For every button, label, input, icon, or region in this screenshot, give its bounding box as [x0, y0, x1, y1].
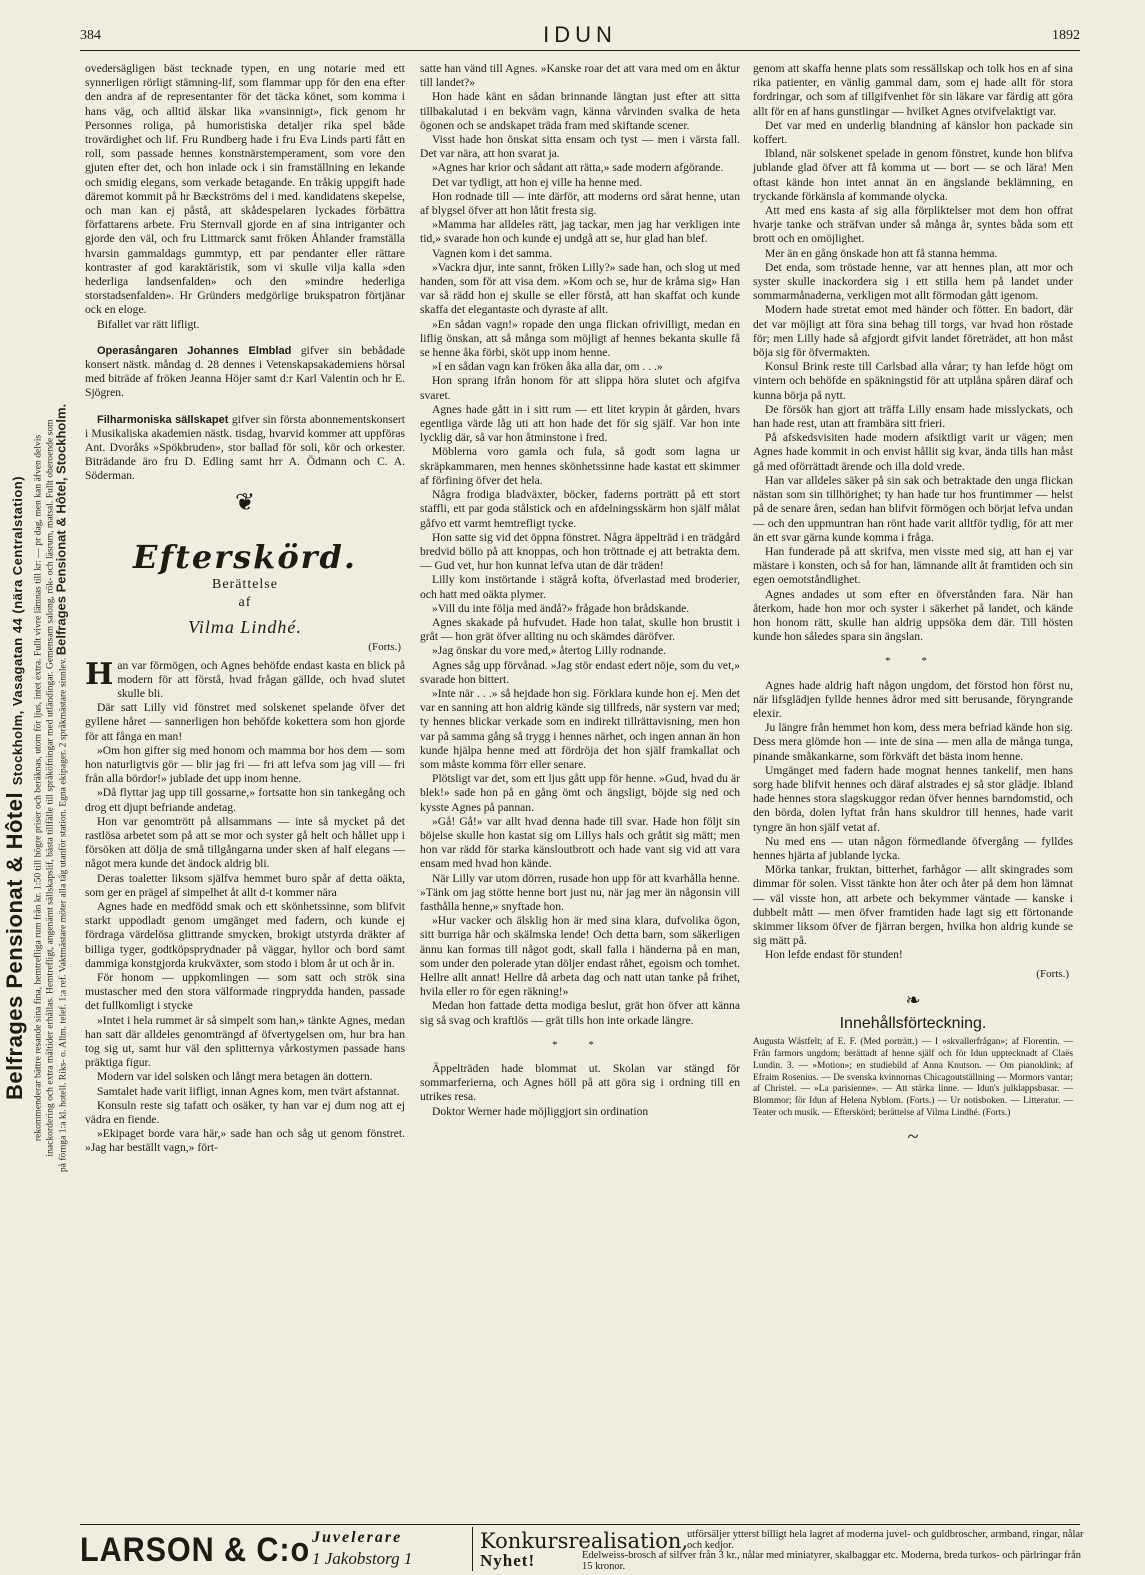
page-year: 1892 — [1052, 28, 1080, 43]
header-rule — [80, 50, 1080, 51]
story-paragraph: »Intet i hela rummet är så simpelt som han,» tänkte Agnes, medan han satt där alldeles genomträngd af öfvertygelsen om, hur bra han tog sig ut, samt hur väl den splitternya vårkostymen passade hans präktiga figur. — [85, 1013, 405, 1070]
col3-paragraph: Agnes hade aldrig haft någon ungdom, det förstod hon först nu, när lifsglädjen fyllde hennes ådror med sitt berusande, föryngrande elexir. — [753, 678, 1073, 720]
col2-paragraph: Vagnen kom i det samma. — [432, 246, 553, 260]
sidebar-line-1: rekommenderar bättre resande sina fina, hemtrefliga rum från kr. 1:50 till högre priser och beräknas, utom för ljus, intet extra. Fullt vivre lämnas till kr: — pr dag, men kan äfven delvis — [32, 434, 44, 1141]
bow-ornament-icon: ❧ — [905, 989, 921, 1010]
col1-paragraph: Bifallet var rätt lifligt. — [97, 317, 200, 331]
col2-paragraph: Lilly kom instörtande i stägrå kofta, öfverlastad med broderier, och hatt med oäkta plymer. — [420, 573, 740, 601]
footer-nyhet-detail: Edelweiss-brosch af silfver från 3 kr., nålar med miniatyrer, skalbaggar etc. Moderna, breda turkos- och pärlringar från 15 kronor. — [582, 1550, 1082, 1572]
story-af: af — [238, 595, 252, 611]
col2-paragraph: »Agnes har krior och sådant att rätta,» sade modern afgörande. — [432, 161, 724, 175]
col2-paragraph: Hon hade känt en sådan brinnande längtan just efter att sitta tillbakalutad i en bekväm vagn, känna vårvinden svalka de heta ögonen och se andskapet träda fram med skiftande scener. — [420, 90, 740, 132]
sidebar-line-2: inackordering och extra måltider erhållas. Hemtrefligt, angenämt sällskapslif, bästa tillfälle till språköfningar med utländingar. Gemensam salong, rök- och läsrum, matsal. Fullt oberoende som — [44, 418, 56, 1157]
col3-paragraph: Att med ens kasta af sig alla förpliktelser mot dem hon offrat hvarje tanke och sträfvan under så många år, syntes båda som ett brott och en omöjlighet. — [753, 204, 1073, 246]
col2-paragraph: Plötsligt var det, som ett ljus gått upp för henne. »Gud, hvad du är blek!» sade hon på en gång ömt och ängsligt, böjde sig ned och kysste Agnes på pannan. — [420, 772, 740, 814]
footer-divider — [472, 1527, 473, 1571]
drop-cap: H — [85, 656, 114, 692]
col2-paragraph: Möblerna voro gamla och fula, så godt som lagna ur skräpkammaren, men hennes skönhetssinne hade kastat ett skimmer af förfining öfver det hela. — [420, 445, 740, 487]
column-1 — [85, 62, 405, 1156]
col2-paragraph: »Mamma har alldeles rätt, jag tackar, men jag har verkligen inte tid,» svarade hon och kunde ej undgå att se, hur glad han blef. — [420, 218, 740, 246]
story-paragraph: »Då flyttar jag upp till gossarne,» fortsatte hon sin tankegång och drog ett djupt befriande andetag. — [85, 786, 405, 814]
col2-paragraph: Det var tydligt, att hon ej ville ha henne med. — [432, 175, 643, 189]
story-paragraph: Deras toaletter liksom själfva hemmet buro spår af detta oäkta, som ger en prägel af simpelhet åt allt d-t kommer nära — [85, 871, 405, 899]
col3-paragraph: Konsul Brink reste till Carlsbad alla vårar; ty han lefde högt om vintern och behöfde en späkningstid för att utplåna spåren däraf och kunna börja på nytt. — [753, 360, 1073, 402]
story-author: Vilma Lindhé. — [188, 617, 302, 638]
col2-paragraph: »I en sådan vagn kan fröken åka alla dar, om . . .» — [432, 360, 663, 374]
sidebar-hotel-name: Belfrages Pensionat & Hôtel Stockholm, Vasagatan 44 (nära Centralstation) — [2, 475, 27, 1100]
col3-paragraph: Det enda, som tröstade henne, var att hennes plan, att mor och syster skulle inackordera sig i ett stilla hem på landet under sommarmånaderna, verkligen mot allt förmodan gått igenom. — [753, 260, 1073, 303]
floral-ornament-icon: ❦ — [234, 489, 256, 516]
story-paragraph: Samtalet hade varit lifligt, innan Agnes kom, men tvärt afstannat. — [97, 1084, 400, 1098]
col2-paragraph: »En sådan vagn!» ropade den unga flickan ofrivilligt, medan en liflig önskan, att så många som möjligt af hennes bekanta skulle få se henne åka förbi, sköt upp inom henne. — [420, 317, 740, 360]
story-paragraph: »Ekipaget borde vara här,» sade han och såg ut genom fönstret. »Jag har beställt vagn,» fört- — [85, 1127, 405, 1155]
col3-paragraph: genom att skaffa henne plats som ressällskap och tolk hos en af sina rika patienter, en vänlig gammal dam, som ej hade allt för stora fordringar, och som af tillgifvenhet för sin läkare var färdig att göra allt för en af hans gunstlingar — hvilket Agnes otvifvelaktigt var. — [753, 62, 1073, 118]
col3-paragraph: Modern hade stretat emot med händer och fötter. En badort, där det var möjligt att föra sina behag till torgs, var hvad hon röstade för; men Lilly hade så afgjordt gifvit landet företrädet, att hon måst böja sig för öfvermakten. — [753, 303, 1073, 360]
footer-nyhet: Nyhet! — [480, 1551, 536, 1570]
col2-paragraph: Agnes såg upp förvånad. »Jag stör endast edert nöje, som du vet,» svarade hon bittert. — [420, 658, 740, 686]
sidebar-advertisement — [0, 0, 68, 1575]
col2-paragraph: Äppelträden hade blommat ut. Skolan var stängd för sommarferierna, och Agnes höll på att göra sig i ordning till en utrikes resa. — [420, 1062, 740, 1104]
col2-paragraph: Agnes hade gått in i sitt rum — ett litet krypin åt gården, hvars egentliga värde låg uti att hon hade det för sig själf. Var hon inte lycklig där, så var hon åtminstone i fred. — [420, 402, 740, 445]
section-stars: * * — [552, 1038, 608, 1051]
story-forts: (Forts.) — [368, 641, 401, 654]
col2-paragraph: När Lilly var utom dörren, rusade hon upp för att kvarhålla henne. »Tänk om jag stötte henne bort just nu, när jag mer än någonsin vill fasthålla henne,» snyftade hon. — [420, 871, 740, 913]
notice-elmblad: Operasångaren Johannes Elmblad gifver sin bebådade konsert nästk. måndag d. 28 dennes i Vetenskapsakademiens hörsal med biträde af fröken Jeanna Höjer samt d:r Karl Valentin och hr E. Sjögren. — [85, 343, 405, 400]
sidebar-line-3: på förnga 1:a kl. hotell. Riks- o. Allm. telef. 1:a ref. Vaktmästare möter alla tåg utanför station. Egna ekipager. 2 språkmästare sinnlev. Belfrages Pensionat & Hôtel, Stockholm. — [53, 403, 68, 1172]
col2-paragraph: »Jag önskar du vore med,» återtog Lilly rodnande. — [432, 644, 667, 658]
flourish-ornament-icon: ~ — [907, 1125, 919, 1148]
story-paragraph: Där satt Lilly vid fönstret med solskenet spelande öfver det gyllene håret — sannerligen hon behöfde kokettera som hon gjorde för att fånga en man! — [85, 701, 405, 743]
footer-konkurs-detail: utförsäljer ytterst billigt hela lagret af moderna juvel- och guldbroscher, armband, ringar, nålar och kedjor. — [687, 1529, 1084, 1551]
story-paragraph: »Om hon gifter sig med honom och mamma bor hos dem — som hon naturligtvis gör — blir jag fri — fri att lefva som jag vill — fri från alla bördor!» jublade det upp inom henne. — [85, 743, 405, 786]
col2-paragraph: Hon sprang ifrån honom för att slippa höra slutet och afgifva svaret. — [420, 374, 740, 402]
notice-filharmoniska: Filharmoniska sällskapet gifver sin första abonnementskonsert i Musikaliska akademien nästk. tisdag, hvarvid kommer att uppföras Ant. Dvoråks »Spökbruden», stor ballad för soli, kör och orkester. Biträdande äro fru D. Edling samt hrr A. Ödmann och C. A. Söderman. — [85, 412, 406, 483]
section-stars: * * — [885, 655, 941, 668]
footer-advertisement — [80, 1527, 1084, 1572]
col2-paragraph: Agnes skakade på hufvudet. Hade hon talat, skulle hon brustit i gråt — hon grät öfver allting nu och skämdes däröfver. — [420, 615, 740, 644]
col2-paragraph: »Inte när . . .» så hejdade hon sig. Förklara kunde hon ej. Men det var en sanning att hon aldrig kände sig tillfreds, när systern var med; ty hennes blickar verkade som en indirekt tillrättavisning, men hon var på samma gång så trygg i hennes närhet, och ingen annan än hon kunde hjälpa henne med att fördröja det hon själf framkallat och som måste komma förr eller senare. — [420, 686, 740, 771]
footer-larson: LARSON & C:o — [80, 1531, 311, 1569]
col2-paragraph: »Vackra djur, inte sannt, fröken Lilly?» sade han, och slog ut med handen, som för att visa dem. »Kom och se, hur de kråma sig» Han var så rädd hon ej skulle se eller förstå, att han skaffat och kunde skaffa det elegantaste och dyraste af allt. — [420, 260, 740, 317]
col3-paragraph: Han funderade på att skrifva, men visste med sig, att han ej var mästare i konsten, och så for han, lämnande allt åt framtiden och sin egen oemotståndlighet. — [753, 544, 1073, 587]
story-first-paragraph: Han var förmögen, och Agnes behöfde endast kasta en blick på modern för att förstå, hvad frågan gällde, och hvad slutet skulle bli. — [85, 656, 405, 700]
story-paragraph: Konsuln reste sig tafatt och osäker, ty han var ej dum nog att ej vädra en fiende. — [85, 1098, 405, 1126]
story-paragraph: Hon var genomtrött på allsammans — inte så mycket på det rastlösa arbetet som på att se mor och syster gå helt och hållet upp i försöken att dölja de små tillgångarna under sken af half elegans — något mera kunde det ändock aldrig bli. — [85, 814, 405, 871]
col2-paragraph: Hon rodnade till — inte därför, att moderns ord sårat henne, utan af blygsel öfver att hon låtit fresta sig. — [420, 189, 740, 218]
col2-paragraph: Doktor Werner hade möjliggjort sin ordination — [432, 1104, 649, 1118]
story-title: Efterskörd. — [132, 537, 358, 576]
col2-paragraph: »Gå! Gå!» var allt hvad denna hade till svar. Hade hon följt sin böjelse skulle hon kastat sig om Lillys hals och gråtit sig mätt; men hon var rädd för starka känsloutbrott och hade vant sig vid att vara ensam med hvad hon kände. — [420, 814, 740, 871]
col2-paragraph: Medan hon fattade detta modiga beslut, grät hon öfver att känna sig så svag och kraftlös — grät tills hon inte orkade längre. — [420, 999, 740, 1027]
story-paragraph: Modern var idel solsken och långt mera betagen än dottern. — [97, 1070, 373, 1084]
toc-title: Innehållsförteckning. — [839, 1015, 987, 1032]
col3-paragraph: Ju längre från hemmet hon kom, dess mera befriad kände hon sig. Dess mera glömde hon — inte de sina — men alla de många tunga, pinande småkankarne, som förkväft det bästa inom henne. — [753, 721, 1073, 763]
col3-paragraph: Ibland, när solskenet spelade in genom fönstret, kunde hon blifva jublande glad öfver att få komma ut — bort — se och lära! Men oftast kände hon intet annat än en ängslande beklämning, en tryckande förkänsla af kommande olycka. — [753, 147, 1073, 203]
col3-paragraph: Han var alldeles säker på sin sak och betraktade den unga flickan nästan som sin tillhörighet; ty han hade tur hos fruntimmer — helst på de senare åren, sedan han blifvit förmögen och börjat lefva undan — och den uppmuntran han rönt hade varit alltför tydlig, för att mer än ett svar gärna kunde komma i fråga. — [753, 473, 1073, 544]
footer-address: 1 Jakobstorg 1 — [312, 1549, 413, 1568]
col2-paragraph: Hon satte sig vid det öppna fönstret. Några äppelträd i en trädgård bredvid böllo på att knoppas, och hon tröttnade ej att betrakta dem. — Gud vet, hur hon kunnat lefva utan de där träden! — [420, 530, 740, 573]
magazine-title: IDUN — [543, 22, 617, 47]
story-paragraph: Agnes hade en medfödd smak och ett skönhetssinne, som blifvit starkt uppodladt genom umgänget med fadern, och kunde ej fördraga värdelösa glittrande smycken, brokigt utstyrda dräkter af billiga tyger, godtköpsprydnader på väggar, hyllor och bord samt dammiga konstgjorda krukväxter, som stodo i blom år ut och år in. — [85, 899, 405, 970]
col3-paragraph: Mer än en gång önskade hon att få stanna hemma. — [765, 246, 998, 260]
col3-paragraph: På afskedsvisiten hade modern afsiktligt varit ur vägen; men Agnes hade kommit in och envist hållit sig kvar, ända tills han måst gå med oförrättadt ärende och illa dold vrede. — [753, 431, 1073, 473]
col3-paragraph: Umgänget med fadern hade mognat hennes tankelif, men hans sorg hade blifvit hennes och däraf alstrades ej så stor glädje. Ibland hade hennes stora slagskuggor redan öfver hennes barndomstid, och den börda, dolen lyftat från hans skuldror till hennes, hade varit tyngre än hon själf vetat af. — [753, 763, 1073, 834]
col1-paragraph: ovedersägligen bäst tecknade typen, en ung notarie med ett synnerligen rörligt stämning-lif, som flammar upp för den ena efter den andra af de representanter för det täcka könet, som komma i hans väg, och alltid älskar lika »vansinnigt», fick genom hr Personnes roliga, på humoristiska detaljer rika spel både trovärdighet och lif. Fru Rundberg hade i fru Eva Linds parti fått en roll, som passade hennes konstnärstemperament, som vore den gjuten efter det, och hon inlade ock i sin framställning en lekande och smidig elegans, som verkade betagande. En tråkig uppgift hade däremot kommit på hr Bæckströms del i med. kandidatens skepelse, och man kan ej påstå, att skådespelaren lyckades förbättra författarens arbete. Fru Sternvall gjorde en af sina intriganter och gjorde den väl, och fru Littmarck samt fröken Åhlander framställa hvarsin gammaldags gummtyp, ett par pendanter eller rättare kontraster af god karaktäristik, som vi skulle vilja kalla »den hederliga landsenfalden» och den »mindre hederliga storstadsenfalden». Hr Gründers medgörlige brukspatron förtjänar ock en eloge. — [85, 62, 405, 317]
col3-paragraph: Mörka tankar, fruktan, bitterhet, farhågor — allt skingrades som dimmar för solen. Visst tänkte hon åter och åter på dem hon lämnat — väl visste hon, att arbete och bekymmer väntade — kanske i dubbelt mått — men öfver framtiden hade lagt sig ett förtonande skimmer liksom öfver de fjärran bergen, hvilka hon aldrig kunde se sig mätt på. — [753, 863, 1073, 948]
col3-paragraph: Hon lefde endast för stunden! — [765, 948, 903, 962]
col2-paragraph: »Hur vacker och älsklig hon är med sina klara, dufvolika ögon, sitt burriga hår och skälmska lende! Och detta barn, som säkerligen ännu kan formas till något godt, skall falla i händerna på en man, som under den polerade ytan döljer endast råhet, egoism och tomhet. Hellre allt annat! Hellre då arbeta dag och natt utan tanke på frihet, hvila eller ro för egen räkning!» — [420, 914, 740, 999]
col2-paragraph: satte han vänd till Agnes. »Kanske roar det att vara med om en åktur till landet?» — [420, 62, 740, 90]
col3-paragraph: De försök han gjort att träffa Lilly ensam hade misslyckats, och han hade rest, utan att frambära sitt frieri. — [753, 402, 1073, 431]
page-number: 384 — [80, 28, 101, 43]
column-3 — [753, 62, 1073, 1148]
col2-paragraph: »Vill du inte följa med ändå?» frågade hon brådskande. — [432, 601, 690, 615]
story-forts: (Forts.) — [1036, 967, 1069, 980]
col2-paragraph: Några frodiga bladväxter, böcker, faderns porträtt på ett stort staffli, ett par goda stålstick och en afdelningsskärm hon själf målat gåfvo ett varmt hemtrefligt tycke. — [420, 488, 740, 530]
col2-paragraph: Visst hade hon önskat sitta ensam och tyst — men i värsta fall. Det var nära, att hon svarat ja. — [420, 133, 740, 161]
col3-paragraph: Agnes andades ut som efter en öfverstånden fara. När han återkom, hade hon mor och syster i säkerhet på landet, och kände hon honom rätt, skulle han aldrig uppsöka dem där. Till hösten kunde hon således spara sin ängslan. — [753, 587, 1073, 644]
column-2 — [420, 62, 740, 1119]
story-subtitle: Berättelse — [212, 577, 278, 593]
page-header — [80, 22, 1080, 52]
story-paragraph: För honom — uppkomlingen — som satt och strök sina mustascher med den stora välformade ringprydda handen, passade det fullkomligt i stycke — [85, 970, 405, 1013]
footer-juvelerare: Juvelerare — [312, 1529, 403, 1546]
col3-paragraph: Det var med en underlig blandning af känslor hon packade sin koffert. — [753, 118, 1073, 147]
footer-konkurs: Konkursrealisation, — [480, 1529, 689, 1553]
footer-rule — [80, 1524, 1080, 1525]
toc-text: Augusta Wästfelt; af E. F. (Med porträtt.) — I »skvallerfrågan»; af Florentin. — Från farmors ungdom; berättadt af henne själf och för Idun upptecknadt af Claës Lundin. 3. — »Motion»; en studiebild af Anna Knutson. — Om pianoklink; af Efraim Rosenius. — De svenska kvinnornas Chicagoutställning — Mormors vantar; af Christel. — »La parisienne». — Att stärka linne. — Idun's julklappsbasar. — Blommor; för Idun af Helena Nyblom. (Forts.) — Ur notisboken. — Litteratur. — Teater och musik. — Efterskörd; berättelse af Vilma Lindhé. (Forts.) — [753, 1037, 1073, 1118]
col3-paragraph: Nu med ens — utan någon förmedlande öfvergång — fylldes hennes hjärta af jublande lycka. — [753, 834, 1073, 862]
